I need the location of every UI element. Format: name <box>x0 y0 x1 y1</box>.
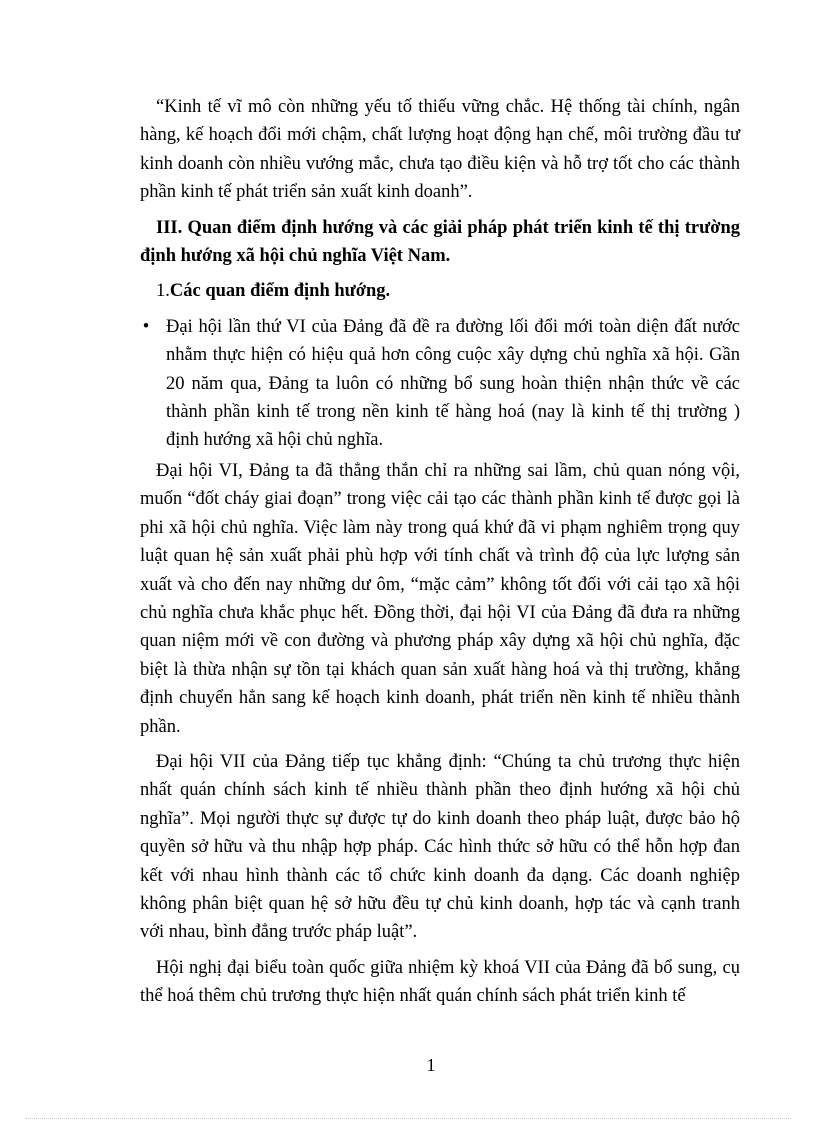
subsection-number: 1. <box>156 281 170 302</box>
bullet-icon: • <box>142 316 150 337</box>
paragraph-congress-vi: Đại hội VI, Đảng ta đã thẳng thắn chỉ ra những sai lầm, chủ quan nóng vội, muốn “đốt cháy giai đoạn” trong việc cải tạo các thành phần kinh tế được gọi là phi xã hội chủ nghĩa. Việc làm này trong quá khứ đã vi phạm nghiêm trọng quy luật quan hệ sản xuất phải phù hợp với tính chất và trình độ của lực lượng sản xuất và cho đến nay những dư ôm, “mặc cảm” không tốt đối với cải tạo xã hội chủ nghĩa chưa khắc phục hết. Đồng thời, đại hội VI của Đảng đã đưa ra những quan niệm mới về con đường và phương pháp xây dựng xã hội chủ nghĩa, đặc biệt là thừa nhận sự tồn tại khách quan sản xuất hàng hoá và thị trường, khẳng định chuyển hẳn sang kế hoạch kinh doanh, phát triển nền kinh tế nhiều thành phần. <box>140 460 740 737</box>
paragraph-mid-term-conference: Hội nghị đại biểu toàn quốc giữa nhiệm kỳ khoá VII của Đảng đã bổ sung, cụ thể hoá thêm chủ trương thực hiện nhất quán chính sách phát triển kinh tế <box>140 957 740 1007</box>
bullet-list-item <box>140 313 740 455</box>
page-body <box>140 93 740 1011</box>
subsection-title: Các quan điểm định hướng. <box>169 281 391 302</box>
page-bottom-border <box>25 1118 791 1119</box>
section-heading: III. Quan điểm định hướng và các giải pháp phát triển kinh tế thị trường định hướng xã hội chủ nghĩa Việt Nam. <box>140 217 740 267</box>
subsection-heading <box>140 277 740 305</box>
paragraph-congress-vii: Đại hội VII của Đảng tiếp tục khẳng định: “Chúng ta chủ trương thực hiện nhất quán chính sách kinh tế nhiều thành phần theo định hướng xã hội chủ nghĩa”. Mọi người thực sự được tự do kinh doanh theo pháp luật, được bảo hộ quyền sở hữu và thu nhập hợp pháp. Các hình thức sở hữu có thể hỗn hợp đan kết với nhau hình thành các tổ chức kinh doanh đa dạng. Các doanh nghiệp không phân biệt quan hệ sở hữu đều tự chủ kinh doanh, hợp tác và cạnh tranh với nhau, bình đẳng trước pháp luật”. <box>140 751 740 943</box>
page-number: 1 <box>426 1055 436 1075</box>
paragraph-macro-economy: “Kinh tế vĩ mô còn những yếu tố thiếu vững chắc. Hệ thống tài chính, ngân hàng, kế hoạch đổi mới chậm, chất lượng hoạt động hạn chế, môi trường đầu tư kinh doanh còn nhiều vướng mắc, chưa tạo điều kiện và hỗ trợ tốt cho các thành phần kinh tế phát triển sản xuất kinh doanh”. <box>140 97 740 203</box>
bullet-text: Đại hội lần thứ VI của Đảng đã đề ra đường lối đổi mới toàn diện đất nước nhằm thực hiện có hiệu quả hơn công cuộc xây dựng chủ nghĩa xã hội. Gần 20 năm qua, Đảng ta luôn có những bổ sung hoàn thiện nhận thức về các thành phần kinh tế trong nền kinh tế hàng hoá (nay là kinh tế thị trường ) định hướng xã hội chủ nghĩa. <box>166 316 740 451</box>
